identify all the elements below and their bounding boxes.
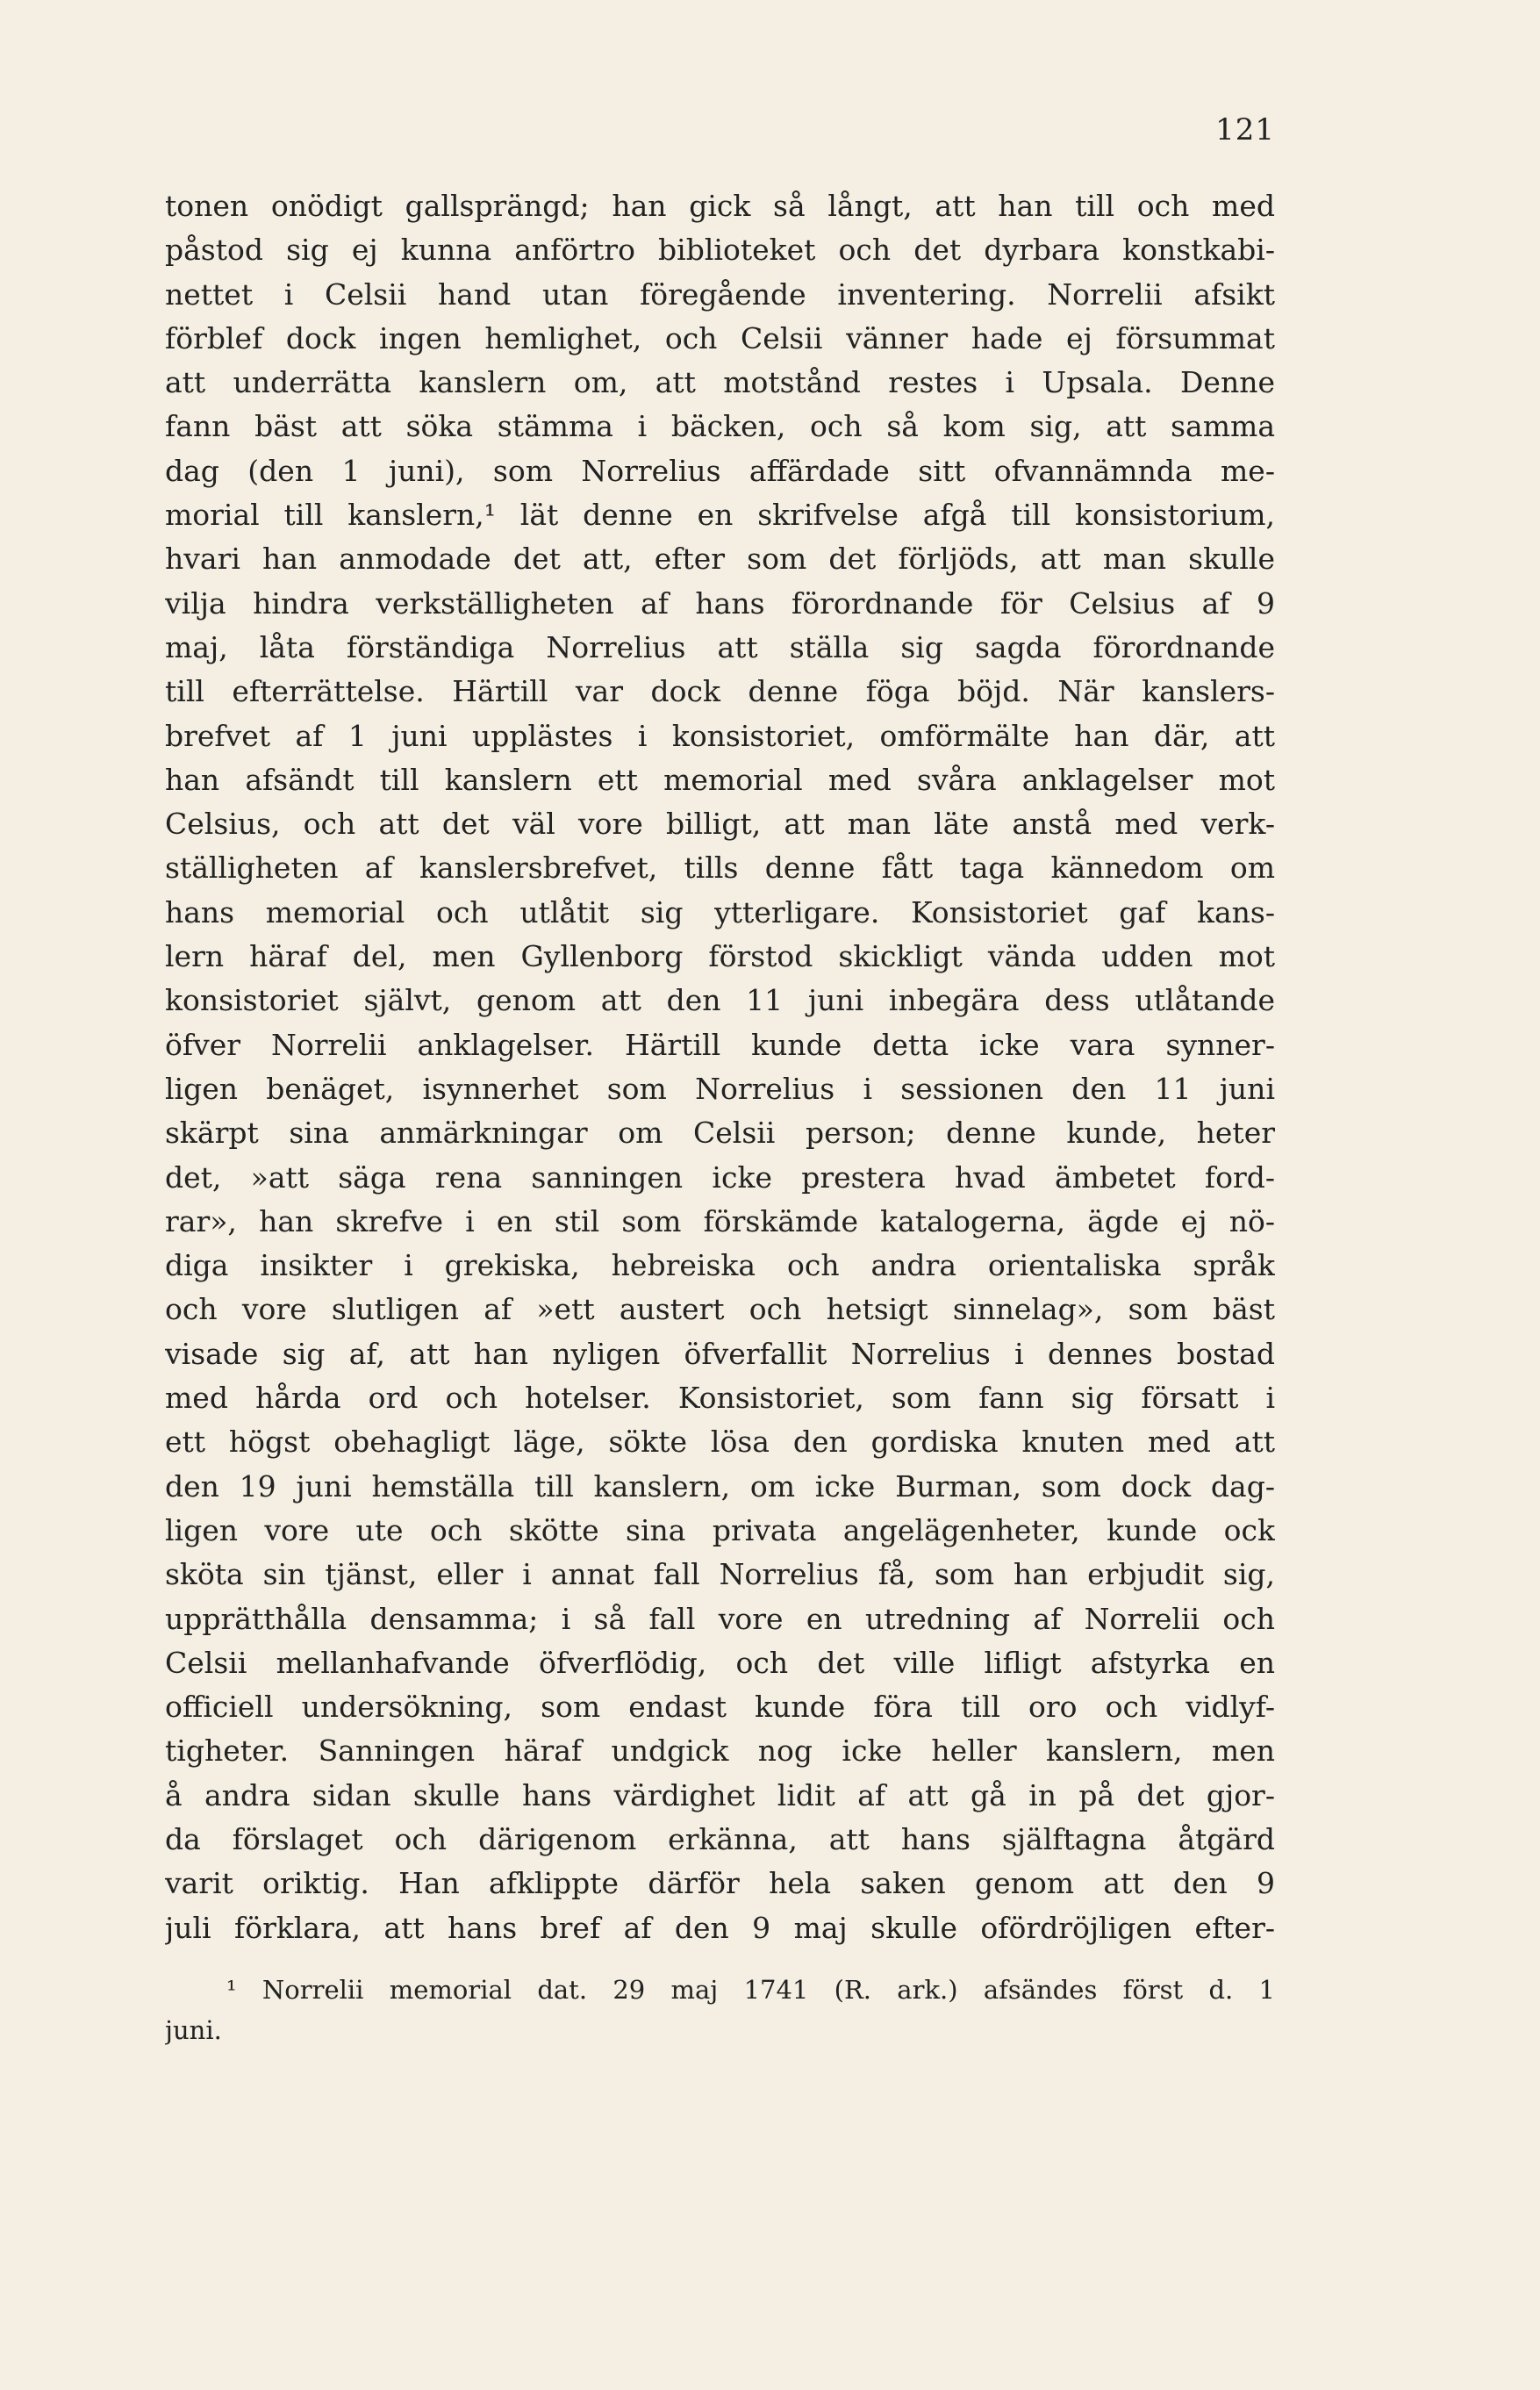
text-line: Celsius, och att det väl vore billigt, att man läte anstå med verk- xyxy=(165,807,1275,842)
text-line: upprätthålla densamma; i så fall vore en utredning af Norrelii och xyxy=(165,1601,1275,1636)
text-line: da förslaget och därigenom erkänna, att hans själftagna åtgärd xyxy=(165,1821,1275,1856)
text-line: skärpt sina anmärkningar om Celsii person; denne kunde, heter xyxy=(165,1116,1275,1151)
text-line: morial till kanslern,¹ lät denne en skrifvelse afgå till konsistorium, xyxy=(165,498,1275,533)
text-line: sköta sin tjänst, eller i annat fall Norrelius få, som han erbjudit sig, xyxy=(165,1557,1275,1592)
text-line: med hårda ord och hotelser. Konsistoriet, som fann sig försatt i xyxy=(165,1381,1275,1416)
text-line: öfver Norrelii anklagelser. Härtill kunde detta icke vara synner- xyxy=(165,1027,1275,1062)
text-line: diga insikter i grekiska, hebreiska och andra orientaliska språk xyxy=(165,1248,1275,1283)
text-line: rar», han skrefve i en stil som förskämde katalogerna, ägde ej nö- xyxy=(165,1203,1275,1238)
text-line: visade sig af, att han nyligen öfverfallit Norrelius i dennes bostad xyxy=(165,1336,1275,1371)
text-line: det, »att säga rena sanningen icke prestera hvad ämbetet ford- xyxy=(165,1159,1275,1195)
text-line: hvari han anmodade det att, efter som det förljöds, att man skulle xyxy=(165,542,1275,577)
text-line: ligen benäget, isynnerhet som Norrelius i sessionen den 11 juni xyxy=(165,1071,1275,1106)
text-line: konsistoriet självt, genom att den 11 juni inbegära dess utlåtande xyxy=(165,983,1275,1018)
footnote-line: juni. xyxy=(165,2015,222,2045)
text-line: hans memorial och utlåtit sig ytterligare. Konsistoriet gaf kans- xyxy=(165,894,1275,929)
text-line: påstod sig ej kunna anförtro biblioteket och det dyrbara konstkabi- xyxy=(165,233,1275,268)
footnote xyxy=(165,1970,1275,2050)
text-line: och vore slutligen af »ett austert och hetsigt sinnelag», som bäst xyxy=(165,1292,1275,1327)
text-line: Celsii mellanhafvande öfverflödig, och det ville lifligt afstyrka en xyxy=(165,1645,1275,1680)
text-line: han afsändt till kanslern ett memorial med svåra anklagelser mot xyxy=(165,762,1275,797)
text-line: varit oriktig. Han afklippte därför hela saken genom att den 9 xyxy=(165,1866,1275,1901)
text-line: å andra sidan skulle hans värdighet lidit af att gå in på det gjor- xyxy=(165,1777,1275,1812)
text-line: juli förklara, att hans bref af den 9 maj skulle ofördröjligen efter- xyxy=(165,1910,1275,1945)
body-text xyxy=(165,184,1275,1950)
text-line: vilja hindra verkställigheten af hans förordnande för Celsius af 9 xyxy=(165,585,1275,621)
page-number: 121 xyxy=(1215,112,1275,147)
text-line: officiell undersökning, som endast kunde föra till oro och vidlyf- xyxy=(165,1690,1275,1725)
text-line: att underrätta kanslern om, att motstånd restes i Upsala. Denne xyxy=(165,365,1275,400)
text-line: nettet i Celsii hand utan föregående inventering. Norrelii afsikt xyxy=(165,276,1275,312)
footnote-line: ¹ Norrelii memorial dat. 29 maj 1741 (R. ark.) afsändes först d. 1 xyxy=(226,1975,1275,2005)
text-line: ställigheten af kanslersbrefvet, tills denne fått taga kännedom om xyxy=(165,850,1275,886)
text-line: lern häraf del, men Gyllenborg förstod skickligt vända udden mot xyxy=(165,939,1275,974)
text-line: fann bäst att söka stämma i bäcken, och så kom sig, att samma xyxy=(165,409,1275,444)
text-line: brefvet af 1 juni upplästes i konsistoriet, omförmälte han där, att xyxy=(165,718,1275,753)
text-line: till efterrättelse. Härtill var dock denne föga böjd. När kanslers- xyxy=(165,674,1275,709)
text-line: dag (den 1 juni), som Norrelius affärdade sitt ofvannämnda me- xyxy=(165,453,1275,488)
text-line: tigheter. Sanningen häraf undgick nog icke heller kanslern, men xyxy=(165,1733,1275,1769)
text-line: förblef dock ingen hemlighet, och Celsii vänner hade ej försummat xyxy=(165,320,1275,355)
text-line: den 19 juni hemställa till kanslern, om icke Burman, som dock dag- xyxy=(165,1468,1275,1504)
text-line: maj, låta förständiga Norrelius att ställa sig sagda förordnande xyxy=(165,629,1275,664)
text-line: ligen vore ute och skötte sina privata angelägenheter, kunde ock xyxy=(165,1512,1275,1547)
text-line: tonen onödigt gallsprängd; han gick så långt, att han till och med xyxy=(165,189,1275,223)
text-line: ett högst obehagligt läge, sökte lösa den gordiska knuten med att xyxy=(165,1425,1275,1460)
